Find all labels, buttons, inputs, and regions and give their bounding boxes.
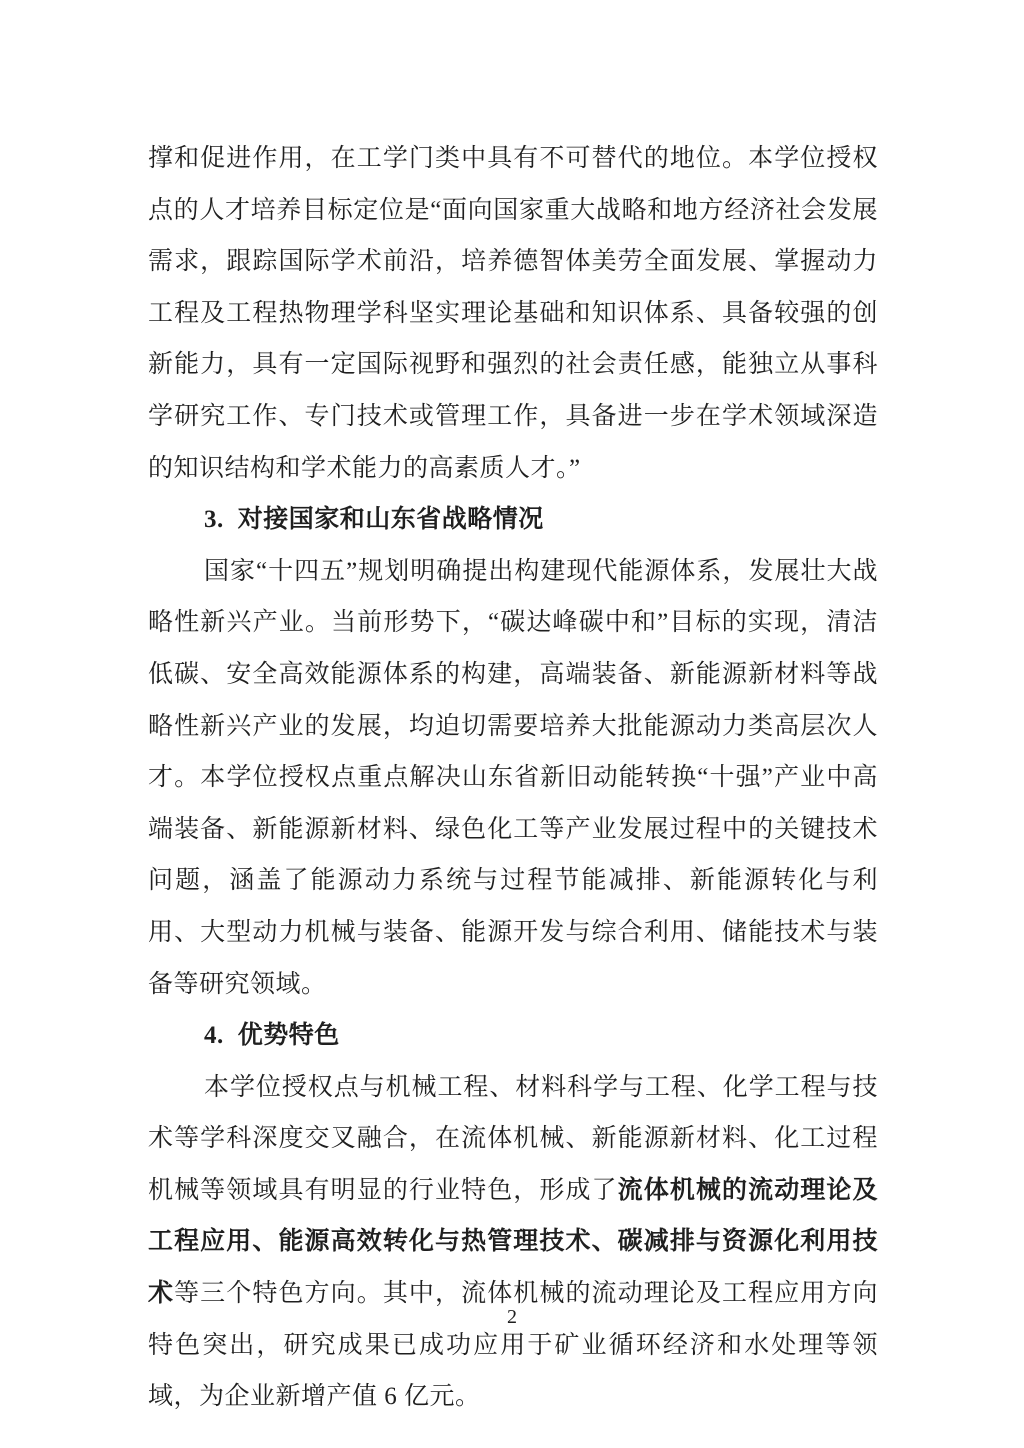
advantages-text-normal-1: 本学位授权点与机械工程、材料科学与工程、化学工程与技术等学科深度交叉融合，在流体机械、新能源新材料、化工过程机械等领域具有明显的行业特色，形成了 (148, 1073, 878, 1204)
section-heading-4-title: 优势特色 (237, 1022, 340, 1050)
paragraph-national-strategy: 国家“十四五”规划明确提出构建现代能源体系，发展壮大战略性新兴产业。当前形势下，“碳达峰碳中和”目标的实现，清洁低碳、安全高效能源体系的构建，高端装备、新能源新材料等战略性新兴产业的发展，均迫切需要培养大批能源动力类高层次人才。本学位授权点重点解决山东省新旧动能转换“十强”产业中高端装备、新能源新材料、绿色化工等产业发展过程中的关键技术问题，涵盖了能源动力系统与过程节能减排、新能源转化与利用、大型动力机械与装备、能源开发与综合利用、储能技术与装备等研究领域。 (148, 557, 878, 998)
paragraph-advantages (148, 1062, 878, 1423)
advantages-text-bold-directions: 流体机械的流动理论及工程应用、能源高效转化与热管理技术、碳减排与资源化利用技术 (148, 1176, 878, 1308)
section-heading-3 (148, 494, 878, 546)
section-heading-4-number: 4. (204, 1022, 224, 1050)
section-heading-4 (148, 1010, 878, 1062)
section-heading-3-title: 对接国家和山东省战略情况 (237, 506, 544, 534)
section-heading-3-number: 3. (204, 506, 224, 534)
page-number: 2 (507, 1306, 517, 1328)
paragraph-training-goal-continuation: 撑和促进作用，在工学门类中具有不可替代的地位。本学位授权点的人才培养目标定位是“面向国家重大战略和地方经济社会发展需求，跟踪国际学术前沿，培养德智体美劳全面发展、掌握动力工程及工程热物理学科坚实理论基础和知识体系、具备较强的创新能力，具有一定国际视野和强烈的社会责任感，能独立从事科学研究工作、专门技术或管理工作，具备进一步在学术领域深造的知识结构和学术能力的高素质人才。” (148, 145, 878, 482)
advantages-text-normal-2: 等三个特色方向。其中，流体机械的流动理论及工程应用方向特色突出，研究成果已成功应用于矿业循环经济和水处理等领域，为企业新增产值 6 亿元。 (148, 1280, 878, 1411)
document-body (148, 133, 878, 1423)
